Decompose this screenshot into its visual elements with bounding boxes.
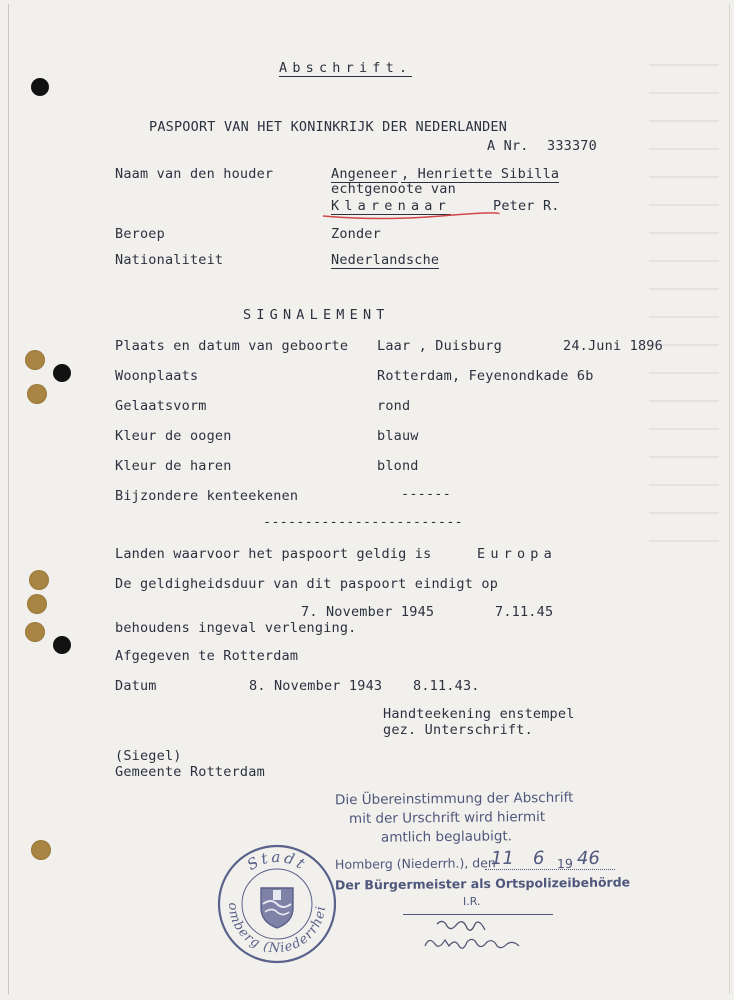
eye-colour-value: blauw [377, 428, 419, 444]
punch-hole [25, 622, 45, 642]
certification-day: 11 [490, 847, 515, 870]
holder-given-names: , Henriette Sibilla [401, 166, 560, 182]
birth-place: Laar , Duisburg [377, 338, 502, 354]
seal-bottom-text: Homberg (Niederrhein) [208, 831, 330, 957]
expiry-label: De geldigheidsduur van dit paspoort eindigt op [115, 576, 499, 592]
spouse-intro: echtgenoote van [331, 181, 456, 197]
punch-hole [29, 570, 49, 590]
seal-note: (Siegel) [115, 748, 182, 764]
countries-label: Landen waarvoor het paspoort geldig is [115, 546, 432, 562]
birth-label: Plaats en datum van geboorte [115, 338, 349, 354]
signalement-heading: SIGNALEMENT [243, 307, 390, 323]
profession-value: Zonder [331, 226, 381, 242]
signature-line-2: gez. Unterschrift. [383, 722, 533, 738]
eye-colour-label: Kleur de oogen [115, 428, 232, 444]
document-title: Abschrift. [279, 60, 413, 76]
punch-hole [31, 840, 51, 860]
bleed-through-texture [649, 64, 719, 564]
punch-hole [31, 78, 49, 96]
certification-year: 46 [576, 847, 601, 870]
certification-initials: I.R. [462, 894, 481, 909]
hair-colour-value: blond [377, 458, 419, 474]
birth-date: 24.Juni 1896 [563, 338, 663, 354]
document-page [8, 4, 730, 994]
coat-of-arms-icon [261, 888, 293, 928]
issue-date-label: Datum [115, 678, 157, 694]
punch-hole [25, 350, 45, 370]
expiry-date: 7. November 1945 [301, 604, 435, 620]
date-dotted-line [485, 869, 615, 870]
punch-hole [53, 636, 71, 654]
residence-label: Woonplaats [115, 368, 199, 384]
certification-month: 6 [532, 847, 545, 870]
name-label: Naam van den houder [115, 166, 274, 182]
certification-authority: Der Bürgermeister als Ortspolizeibehörde [334, 874, 631, 893]
seal-top-text: Stadt [243, 847, 311, 875]
countries-value: Europa [477, 546, 557, 562]
passport-number: 333370 [547, 138, 597, 154]
certification-line-1: Die Übereinstimmung der Abschrift [334, 789, 574, 809]
municipal-seal [208, 831, 339, 966]
handwritten-signature [417, 912, 557, 962]
profession-label: Beroep [115, 226, 165, 242]
distinguishing-marks-value: ------ [401, 486, 451, 502]
issued-at: Afgegeven te Rotterdam [115, 648, 299, 664]
punch-hole [27, 384, 47, 404]
extension-note: behoudens ingeval verlenging. [115, 620, 357, 636]
residence-value: Rotterdam, Feyenondkade 6b [377, 368, 594, 384]
separator-line: ------------------------ [263, 514, 463, 530]
passport-header: PASPOORT VAN HET KONINKRIJK DER NEDERLANDEN [149, 119, 508, 135]
nationality-label: Nationaliteit [115, 252, 224, 268]
certification-line-3: amtlich beglaubigt. [380, 828, 513, 846]
face-shape-label: Gelaatsvorm [115, 398, 207, 414]
issue-date: 8. November 1943 [249, 678, 383, 694]
distinguishing-marks-label: Bijzondere kenteekenen [115, 488, 299, 504]
holder-surname: Angeneer [331, 166, 398, 182]
certification-place: Homberg (Niederrh.), den [334, 855, 496, 872]
certification-line-2: mit der Urschrift wird hiermit [348, 808, 546, 828]
punch-hole [53, 364, 71, 382]
certification-year-prefix: 19 [556, 855, 573, 872]
issue-date-short: 8.11.43. [413, 678, 480, 694]
number-label: A Nr. [487, 138, 529, 154]
punch-hole [27, 594, 47, 614]
hair-colour-label: Kleur de haren [115, 458, 232, 474]
spouse-given-name: Peter R. [493, 198, 560, 214]
seal-municipality: Gemeente Rotterdam [115, 764, 265, 780]
nationality-value: Nederlandsche [331, 252, 440, 268]
face-shape-value: rond [377, 398, 411, 414]
red-pencil-underline [321, 210, 521, 222]
spouse-surname: Klarenaar [331, 198, 451, 214]
expiry-date-short: 7.11.45 [495, 604, 554, 620]
signature-line-1: Handteekening enstempel [383, 706, 575, 722]
